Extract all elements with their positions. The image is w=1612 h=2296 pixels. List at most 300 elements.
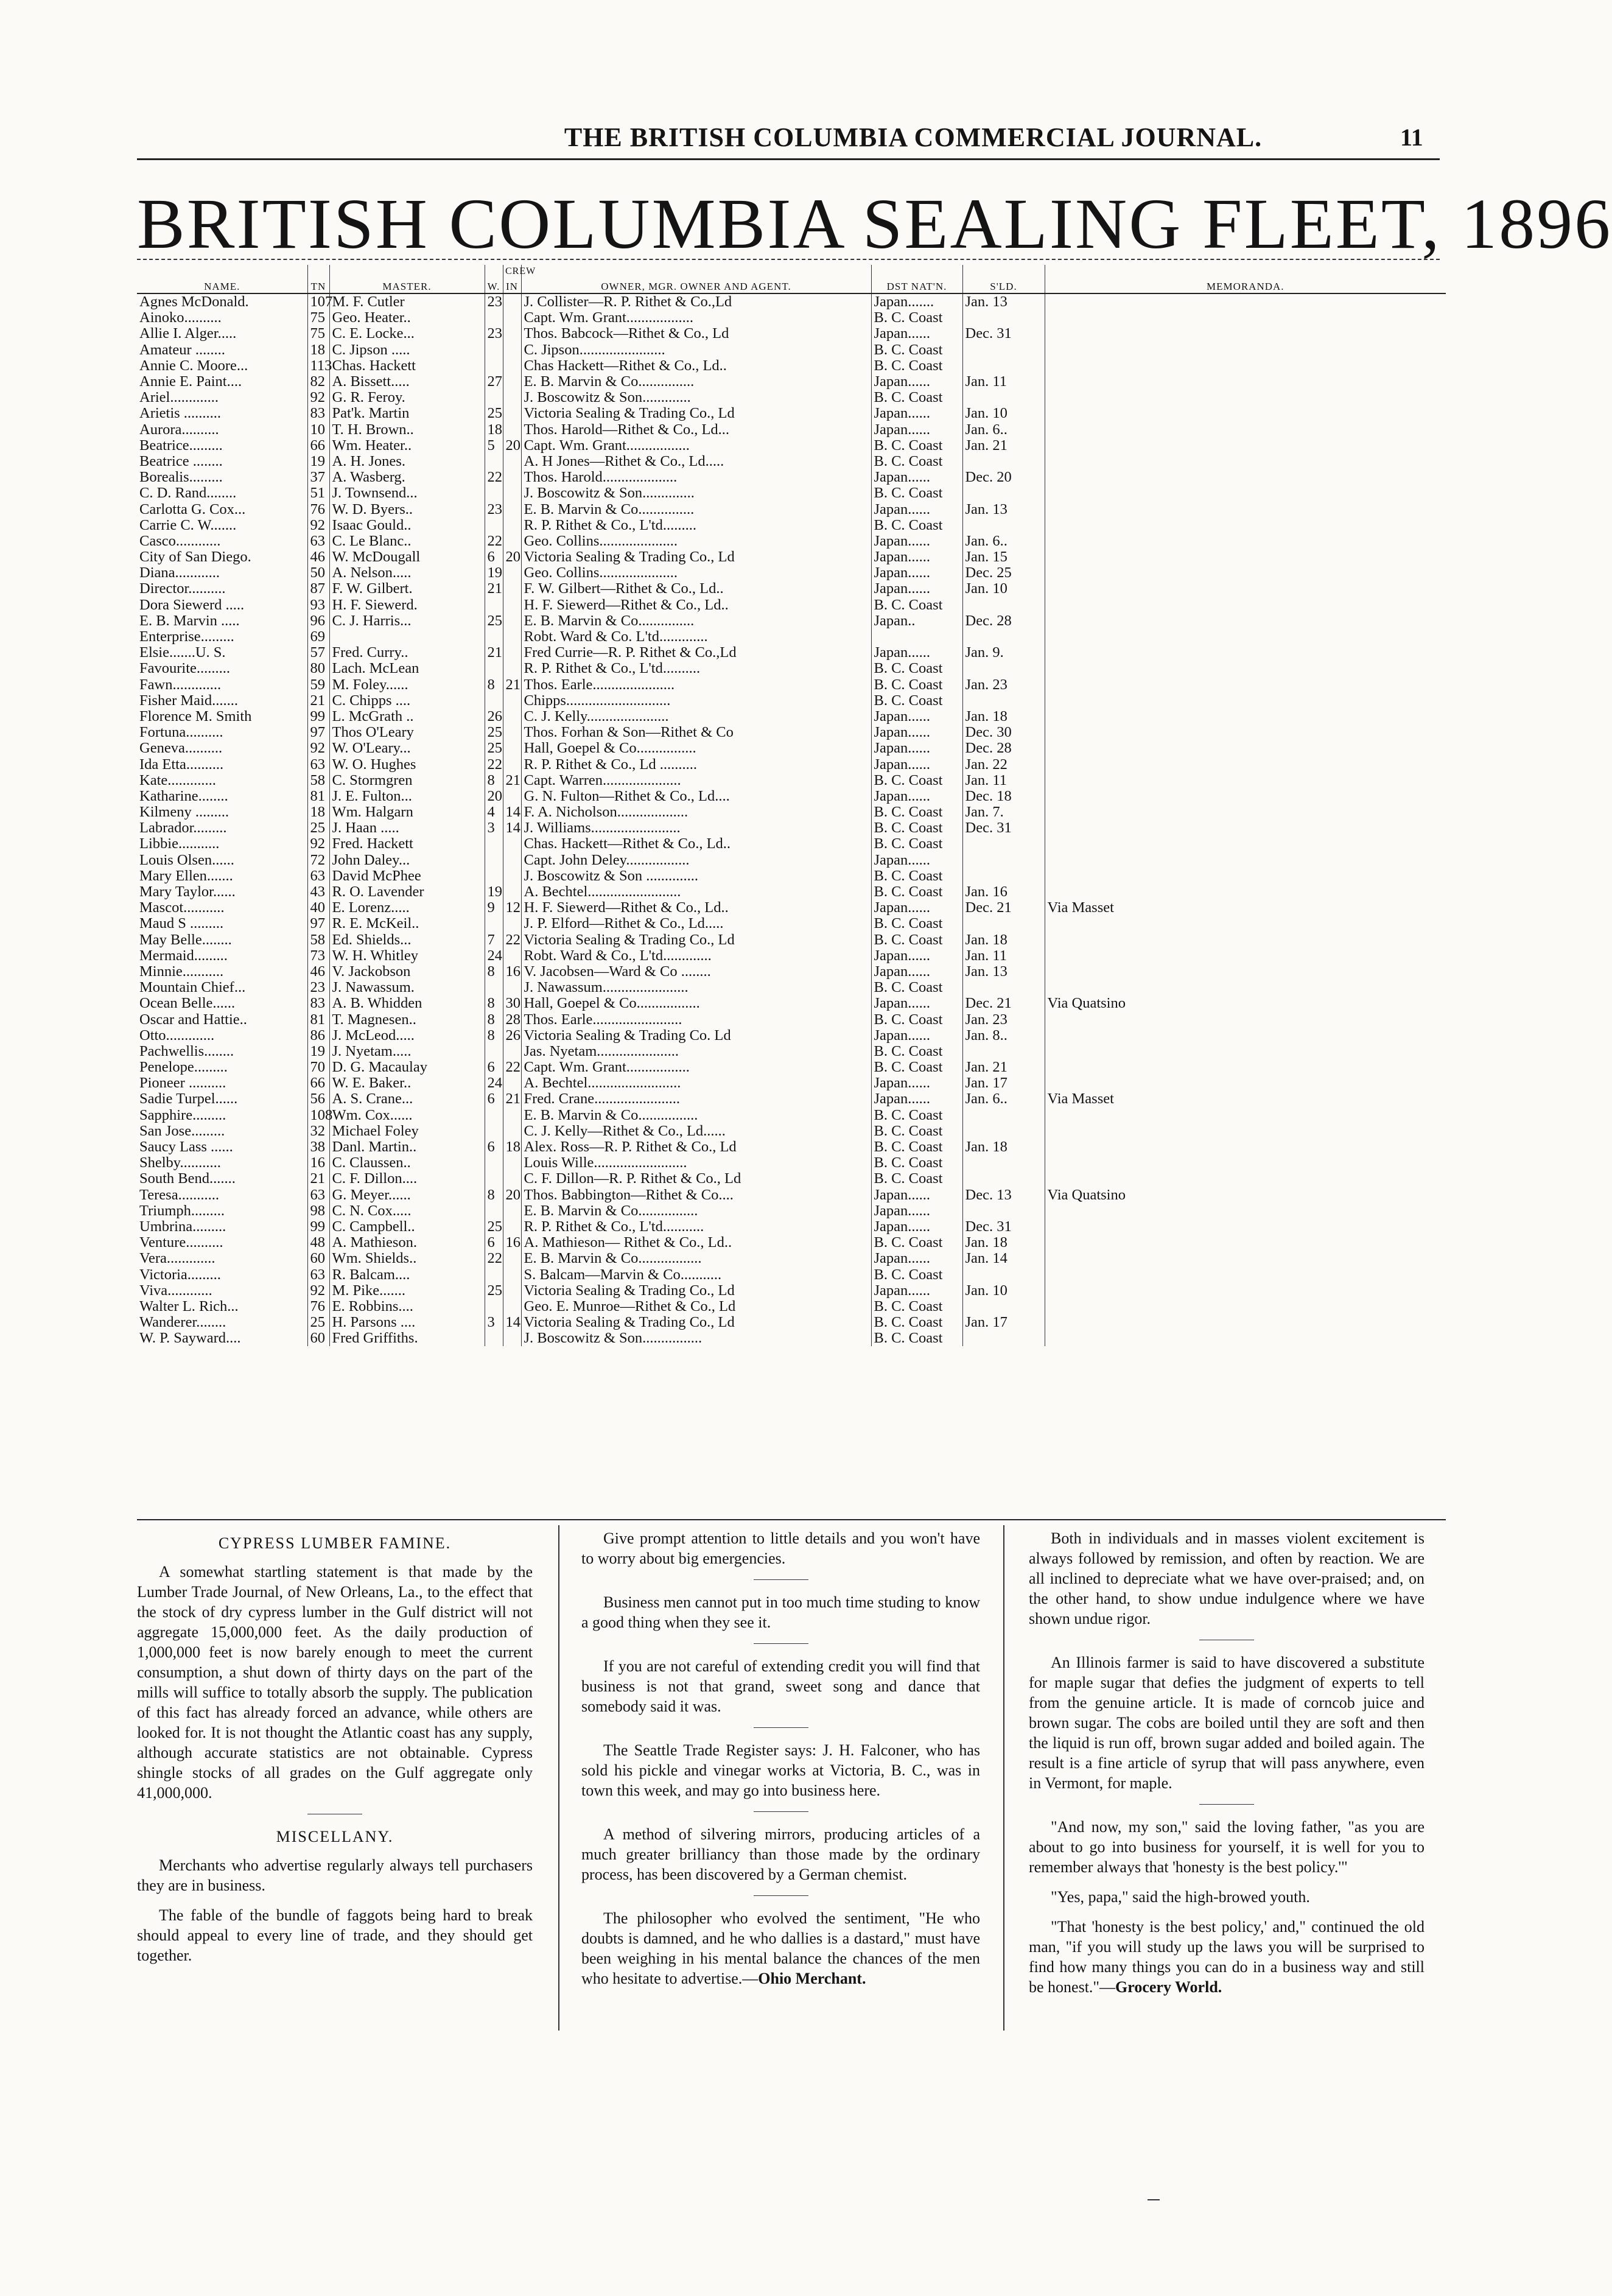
master: W. McDougall [329,549,485,565]
crew-indian [503,980,521,995]
article-paragraph: Business men cannot put in too much time studing to know a good thing when they see it. [581,1593,980,1631]
destination: Japan...... [871,964,962,980]
tonnage: 96 [307,613,329,629]
vessel-name: C. D. Rand........ [137,485,307,501]
tonnage: 60 [307,1330,329,1346]
destination: B. C. Coast [871,773,962,788]
vessel-name: Borealis......... [137,469,307,485]
tonnage: 23 [307,980,329,995]
column-divider [558,1525,559,2031]
vessel-name: Teresa........... [137,1187,307,1203]
crew-indian [503,1108,521,1123]
tonnage: 99 [307,1219,329,1235]
fleet-row [137,1139,1446,1155]
crew-indian [503,725,521,740]
destination: B. C. Coast [871,597,962,613]
owner-agent: J. Collister—R. P. Rithet & Co.,Ld [521,293,871,310]
destination: Japan...... [871,565,962,581]
owner-agent: C. J. Kelly—Rithet & Co., Ld...... [521,1123,871,1139]
memoranda: Via Masset [1047,899,1114,916]
crew-white: 27 [485,374,503,390]
fleet-row [137,964,1446,980]
vessel-name: Beatrice ........ [137,454,307,469]
destination: Japan...... [871,645,962,661]
crew-white [485,342,503,358]
vessel-name: Venture.......... [137,1235,307,1251]
fleet-row [137,1155,1446,1171]
column-right [1029,1528,1425,2007]
fleet-row [137,1219,1446,1235]
destination: B. C. Coast [871,661,962,676]
memoranda [1045,1203,1446,1219]
master: W. O. Hughes [329,756,485,772]
col-header-crew-w: W. [485,265,503,293]
memoranda: Via Quatsino [1047,1186,1126,1203]
fleet-row [137,836,1446,852]
crew-indian [503,374,521,390]
vessel-name: Penelope......... [137,1059,307,1075]
header-rule [137,158,1440,160]
crew-white: 22 [485,1251,503,1266]
tonnage: 58 [307,932,329,948]
owner-agent: Thos. Babbington—Rithet & Co.... [521,1187,871,1203]
fleet-row [137,1251,1446,1266]
crew-indian [503,293,521,310]
master: C. Jipson ..... [329,342,485,358]
destination: B. C. Coast [871,804,962,820]
vessel-name: Fawn............. [137,677,307,693]
col-header-crew: CREW [505,266,536,276]
vessel-name: Oscar and Hattie.. [137,1011,307,1027]
sailed-date [962,693,1045,709]
master: F. W. Gilbert. [329,581,485,597]
master: J. Haan ..... [329,820,485,836]
crew-indian: 30 [503,995,521,1011]
article-paragraph [1029,1917,1425,1997]
page-number: 11 [1400,124,1423,151]
owner-agent: Thos. Harold—Rithet & Co., Ld... [521,422,871,438]
sailed-date [962,1123,1045,1139]
vessel-name: Mary Taylor...... [137,884,307,900]
vessel-name: Viva............ [137,1283,307,1299]
fleet-row [137,661,1446,676]
crew-white [485,980,503,995]
fleet-row [137,1299,1446,1315]
sailed-date: Jan. 10 [962,581,1045,597]
owner-agent: A. Bechtel......................... [521,884,871,900]
master: C. F. Dillon.... [329,1171,485,1187]
tonnage: 18 [307,804,329,820]
crew-white [485,1330,503,1346]
fleet-row [137,549,1446,565]
article-paragraph: If you are not careful of extending credit you will find that business is not that grand, sweet song and dance that somebody said it was. [581,1657,980,1715]
crew-indian [503,454,521,469]
fleet-row [137,390,1446,405]
destination: Japan...... [871,1251,962,1266]
memoranda [1045,852,1446,868]
fleet-row [137,1187,1446,1203]
crew-white [485,661,503,676]
sailed-date: Jan. 7. [962,804,1045,820]
master: Wm. Heater.. [329,438,485,454]
destination: Japan...... [871,422,962,438]
vessel-name: Katharine........ [137,788,307,804]
destination: B. C. Coast [871,1123,962,1139]
crew-indian [503,358,521,374]
tonnage: 63 [307,1266,329,1282]
tonnage: 92 [307,518,329,533]
destination: B. C. Coast [871,1139,962,1155]
memoranda [1045,836,1446,852]
fleet-row [137,501,1446,517]
vessel-name: Kilmeny ......... [137,804,307,820]
master: W. O'Leary... [329,740,485,756]
crew-white: 3 [485,820,503,836]
vessel-name: Annie E. Paint.... [137,374,307,390]
crew-white: 21 [485,581,503,597]
crew-indian [503,581,521,597]
vessel-name: Ariel............. [137,390,307,405]
sailed-date [962,358,1045,374]
crew-white: 24 [485,1075,503,1091]
sailed-date: Jan. 18 [962,1139,1045,1155]
fleet-row [137,1123,1446,1139]
vessel-name: Mary Ellen....... [137,868,307,884]
crew-white: 22 [485,469,503,485]
tonnage: 63 [307,533,329,549]
crew-indian [503,1330,521,1346]
fleet-row [137,900,1446,916]
fleet-row [137,756,1446,772]
fleet-row [137,1044,1446,1059]
col-header-name: NAME. [137,265,307,293]
vessel-name: Ainoko.......... [137,310,307,326]
fleet-row [137,725,1446,740]
crew-white: 8 [485,773,503,788]
owner-agent: J. Boscowitz & Son .............. [521,868,871,884]
destination: B. C. Coast [871,358,962,374]
owner-agent: E. B. Marvin & Co............... [521,501,871,517]
tonnage: 66 [307,438,329,454]
master: R. Balcam.... [329,1266,485,1282]
memoranda [1045,374,1446,390]
master: M. F. Cutler [329,293,485,310]
fleet-row [137,852,1446,868]
destination: B. C. Coast [871,1155,962,1171]
col-header-sld: S'LD. [962,265,1045,293]
vessel-name: Labrador......... [137,820,307,836]
crew-indian [503,613,521,629]
sailed-date: Jan. 10 [962,1283,1045,1299]
tonnage: 37 [307,469,329,485]
vessel-name: Florence M. Smith [137,709,307,725]
fleet-row [137,1315,1446,1330]
fleet-row [137,1283,1446,1299]
vessel-name: Beatrice......... [137,438,307,454]
tonnage: 40 [307,900,329,916]
owner-agent: Capt. Wm. Grant................. [521,1059,871,1075]
destination: Japan...... [871,709,962,725]
fleet-row [137,677,1446,693]
owner-agent: F. W. Gilbert—Rithet & Co., Ld.. [521,581,871,597]
fleet-row [137,358,1446,374]
crew-indian [503,533,521,549]
tonnage: 76 [307,501,329,517]
col-header-tons: TN [307,265,329,293]
vessel-name: Ida Etta.......... [137,756,307,772]
tonnage: 57 [307,645,329,661]
fleet-row [137,1235,1446,1251]
memoranda [1045,1219,1446,1235]
vessel-name: Amateur ........ [137,342,307,358]
fleet-row [137,1330,1446,1346]
fleet-row [137,693,1446,709]
tonnage: 48 [307,1235,329,1251]
master: H. F. Siewerd. [329,597,485,613]
vessel-name: Sadie Turpel...... [137,1091,307,1107]
crew-indian [503,693,521,709]
vessel-name: Mountain Chief... [137,980,307,995]
master: Danl. Martin.. [329,1139,485,1155]
crew-white [485,629,503,645]
fleet-row [137,533,1446,549]
owner-agent: A. Bechtel......................... [521,1075,871,1091]
sailed-date [962,1203,1045,1219]
column-left [137,1528,533,1975]
master: C. Stormgren [329,773,485,788]
owner-agent: Chas Hackett—Rithet & Co., Ld.. [521,358,871,374]
vessel-name: Ocean Belle...... [137,995,307,1011]
sailed-date: Jan. 16 [962,884,1045,900]
memoranda [1045,629,1446,645]
vessel-name: E. B. Marvin ..... [137,613,307,629]
owner-agent: Fred. Crane....................... [521,1091,871,1107]
crew-white: 25 [485,740,503,756]
crew-indian: 20 [503,549,521,565]
sailed-date: Jan. 18 [962,709,1045,725]
master: C. Campbell.. [329,1219,485,1235]
destination: Japan...... [871,725,962,740]
destination: Japan...... [871,740,962,756]
vessel-name: Wanderer........ [137,1315,307,1330]
vessel-name: Enterprise......... [137,629,307,645]
fleet-row [137,422,1446,438]
destination: B. C. Coast [871,1171,962,1187]
crew-indian [503,1299,521,1315]
tonnage: 108 [307,1108,329,1123]
column-middle [581,1528,980,1998]
fleet-row [137,597,1446,613]
owner-agent: G. N. Fulton—Rithet & Co., Ld.... [521,788,871,804]
tonnage: 81 [307,1011,329,1027]
master: Ed. Shields... [329,932,485,948]
master: W. E. Baker.. [329,1075,485,1091]
article-paragraph: A somewhat startling statement is that made by the Lumber Trade Journal, of New Orleans, La., to the effect that the stock of dry cypress lumber in the Gulf district will not aggregate 15,000,000 feet. As the daily production of 1,000,000 feet is now barely enough to meet the current consumption, a shut down of thirty days on the part of the mills will suffice to totally absorb the supply. The publication of this fact has already forced an advance, while others are looked for. It is not thought the Atlantic coast has any supply, although accurate statistics are not obtainable. Cypress shingle stocks of all grades on the Gulf aggregate only 41,000,000. [137,1563,533,1802]
crew-white [485,1108,503,1123]
destination: B. C. Coast [871,1330,962,1346]
tonnage: 63 [307,1187,329,1203]
owner-agent: Jas. Nyetam...................... [521,1044,871,1059]
crew-indian [503,469,521,485]
master: Pat'k. Martin [329,405,485,421]
sailed-date [962,868,1045,884]
vessel-name: Elsie.......U. S. [137,645,307,661]
crew-white: 8 [485,1011,503,1027]
vessel-name: Aurora.......... [137,422,307,438]
separator [754,1643,808,1644]
memoranda [1045,1108,1446,1123]
memoranda [1045,422,1446,438]
owner-agent: Thos. Forhan & Son—Rithet & Co [521,725,871,740]
owner-agent: Victoria Sealing & Trading Co., Ld [521,405,871,421]
sailed-date: Jan. 23 [962,677,1045,693]
crew-white: 7 [485,932,503,948]
sailed-date [962,518,1045,533]
crew-white: 21 [485,645,503,661]
vessel-name: Saucy Lass ...... [137,1139,307,1155]
fleet-row [137,948,1446,964]
crew-white: 25 [485,1219,503,1235]
vessel-name: Shelby........... [137,1155,307,1171]
sailed-date: Jan. 23 [962,1011,1045,1027]
crew-white: 6 [485,549,503,565]
article-paragraph: Merchants who advertise regularly always tell purchasers they are in business. [137,1856,533,1894]
vessel-name: Vera............. [137,1251,307,1266]
crew-indian [503,405,521,421]
article-paragraph [581,1908,980,1989]
destination: B. C. Coast [871,390,962,405]
crew-indian [503,390,521,405]
memoranda [1045,293,1446,310]
memoranda: Via Quatsino [1047,995,1126,1012]
separator [754,1579,808,1580]
crew-indian [503,629,521,645]
fleet-row [137,438,1446,454]
fleet-row [137,518,1446,533]
crew-white [485,358,503,374]
memoranda [1045,1283,1446,1299]
owner-agent: Victoria Sealing & Trading Co., Ld [521,549,871,565]
tonnage: 63 [307,756,329,772]
tonnage: 97 [307,916,329,932]
sailed-date: Jan. 21 [962,1059,1045,1075]
vessel-name: Mascot........... [137,900,307,916]
sailed-date [962,1171,1045,1187]
tonnage: 43 [307,884,329,900]
master: Isaac Gould.. [329,518,485,533]
memoranda [1045,677,1446,693]
memoranda [1045,1266,1446,1282]
destination: Japan...... [871,1283,962,1299]
tonnage: 18 [307,342,329,358]
vessel-name: Maud S ......... [137,916,307,932]
owner-agent: Geo. Collins..................... [521,533,871,549]
crew-indian [503,1266,521,1282]
memoranda [1045,1315,1446,1330]
crew-white [485,852,503,868]
tonnage: 92 [307,390,329,405]
title-rule [137,259,1440,260]
sailed-date: Jan. 9. [962,645,1045,661]
crew-indian: 21 [503,1091,521,1107]
running-title: THE BRITISH COLUMBIA COMMERCIAL JOURNAL. [564,122,1263,152]
memoranda [1045,342,1446,358]
destination: Japan...... [871,581,962,597]
sailed-date [962,1108,1045,1123]
crew-indian [503,852,521,868]
destination: B. C. Coast [871,1059,962,1075]
crew-indian: 14 [503,820,521,836]
master: Wm. Cox...... [329,1108,485,1123]
sailed-date: Jan. 6.. [962,422,1045,438]
owner-agent: Thos. Earle...................... [521,677,871,693]
vessel-name: City of San Diego. [137,549,307,565]
sailed-date: Jan. 11 [962,948,1045,964]
master: W. D. Byers.. [329,501,485,517]
tonnage: 46 [307,549,329,565]
owner-agent: A. Mathieson— Rithet & Co., Ld.. [521,1235,871,1251]
tonnage: 87 [307,581,329,597]
owner-agent: Geo. Collins..................... [521,565,871,581]
vessel-name: Carrie C. W....... [137,518,307,533]
owner-agent: R. P. Rithet & Co., L'td......... [521,518,871,533]
master: Fred. Curry.. [329,645,485,661]
crew-white: 5 [485,438,503,454]
memoranda [1045,310,1446,326]
destination: Japan.. [871,613,962,629]
master: Geo. Heater.. [329,310,485,326]
separator [754,1811,808,1812]
memoranda [1045,533,1446,549]
crew-indian: 21 [503,773,521,788]
memoranda [1045,1235,1446,1251]
sailed-date: Dec. 25 [962,565,1045,581]
memoranda: Via Masset [1047,1090,1114,1108]
destination: Japan...... [871,1219,962,1235]
vessel-name: Diana............ [137,565,307,581]
vessel-name: Minnie........... [137,964,307,980]
vessel-name: Fisher Maid....... [137,693,307,709]
fleet-row [137,868,1446,884]
master: J. E. Fulton... [329,788,485,804]
tonnage: 16 [307,1155,329,1171]
crew-white: 20 [485,788,503,804]
destination: Japan...... [871,1203,962,1219]
separator [754,1727,808,1728]
crew-indian [503,326,521,342]
owner-agent: E. B. Marvin & Co............... [521,374,871,390]
master: Wm. Shields.. [329,1251,485,1266]
destination: B. C. Coast [871,1235,962,1251]
vessel-name: South Bend....... [137,1171,307,1187]
crew-indian [503,788,521,804]
owner-agent: Thos. Harold.................... [521,469,871,485]
master: A. Bissett..... [329,374,485,390]
master: C. E. Locke... [329,326,485,342]
fleet-row [137,1011,1446,1027]
sailed-date: Jan. 13 [962,501,1045,517]
owner-agent: R. P. Rithet & Co., Ld .......... [521,756,871,772]
owner-agent: R. P. Rithet & Co., L'td.......... [521,661,871,676]
sailed-date: Jan. 21 [962,438,1045,454]
tonnage: 75 [307,326,329,342]
crew-white: 22 [485,533,503,549]
destination: Japan...... [871,1091,962,1107]
tonnage: 92 [307,836,329,852]
sailed-date: Jan. 13 [962,964,1045,980]
master: V. Jackobson [329,964,485,980]
sailed-date: Jan. 14 [962,1251,1045,1266]
